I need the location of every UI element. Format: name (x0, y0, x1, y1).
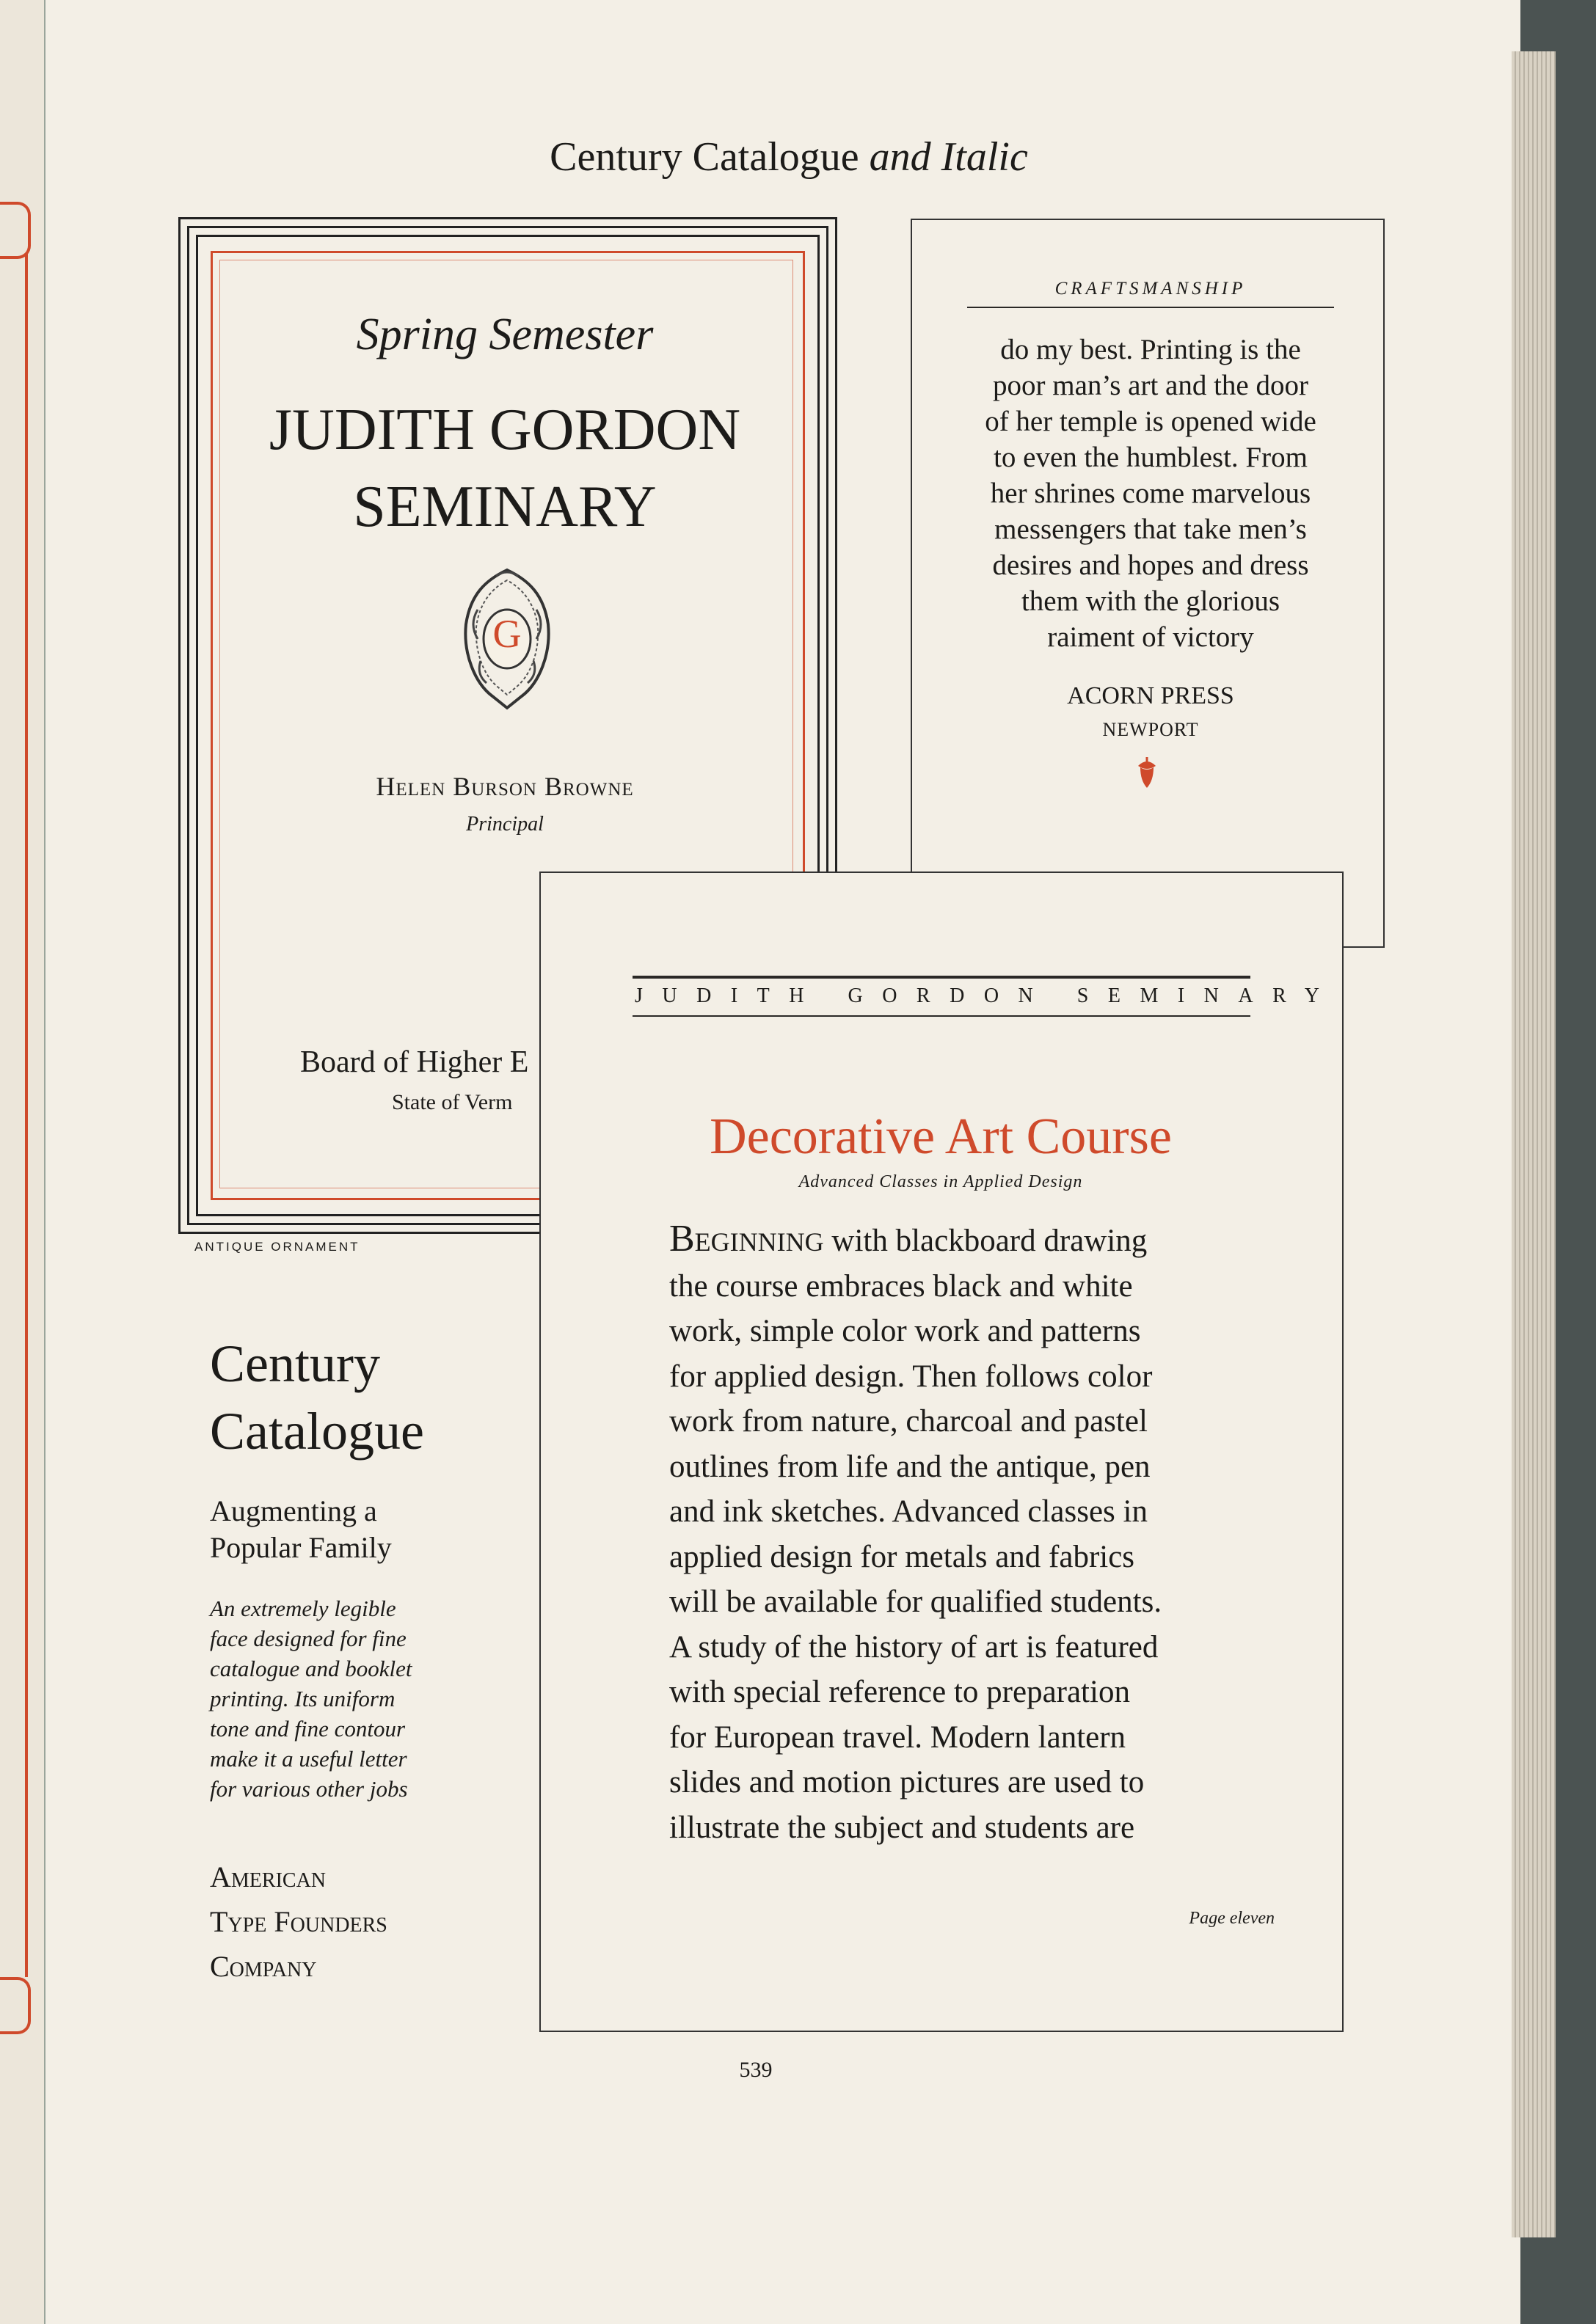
principal-name: Helen Burson Browne (376, 772, 634, 801)
founder-line: Type Founders (210, 1905, 387, 1938)
craft-line: desires and hopes and dress (992, 549, 1309, 581)
course-line: slides and motion pictures are used to (669, 1765, 1145, 1799)
description-line: make it a useful letter (210, 1746, 407, 1772)
page-edges (1512, 51, 1556, 2237)
specimen-description (210, 1593, 533, 1804)
description-line: An extremely legible (210, 1596, 396, 1621)
craft-line: them with the glorious (1021, 585, 1280, 617)
course-line: applied design for metals and fabrics (669, 1539, 1135, 1574)
course-line: and ink sketches. Advanced classes in (669, 1494, 1148, 1529)
course-header-rule-top (633, 976, 1250, 979)
course-line: the course embraces black and white (669, 1268, 1133, 1304)
description-line: tone and fine contour (210, 1716, 406, 1742)
ornament-label: ANTIQUE ORNAMENT (194, 1240, 360, 1254)
founder-line: American (210, 1860, 327, 1893)
craft-line: poor man’s art and the door (993, 370, 1308, 401)
course-lead-word: Beginning (669, 1218, 824, 1260)
description-line: for various other jobs (210, 1776, 408, 1802)
course-line: for applied design. Then follows color (669, 1359, 1153, 1394)
specimen-tagline-line2: Popular Family (210, 1531, 392, 1564)
specimen-name-line2: Catalogue (210, 1402, 424, 1461)
founder-block (210, 1855, 387, 1989)
running-head-roman: Century Catalogue (550, 134, 859, 180)
craft-rule (967, 307, 1334, 308)
specimen-tagline-line1: Augmenting a (210, 1494, 377, 1527)
previous-page-edge (0, 0, 46, 2324)
page-number: 539 (739, 2058, 773, 2082)
course-specimen (539, 872, 1344, 2032)
course-header-rule-bottom (633, 1015, 1250, 1017)
course-line: A study of the history of art is featured (669, 1629, 1159, 1665)
craft-city: NEWPORT (1102, 719, 1199, 740)
course-header: JUDITH GORDON SEMINARY (635, 984, 1339, 1007)
cover-title-line2: SEMINARY (353, 475, 657, 539)
acorn-icon (1132, 756, 1162, 792)
running-head (294, 134, 1284, 180)
course-body (669, 1216, 1278, 1850)
craft-heading: CRAFTSMANSHIP (1054, 279, 1247, 299)
course-line: for European travel. Modern lantern (669, 1720, 1126, 1755)
craft-press: ACORN PRESS (1067, 682, 1234, 709)
craft-line: messengers that take men’s (994, 514, 1307, 545)
principal-role: Principal (466, 813, 544, 836)
seal-ornament (456, 566, 558, 712)
cover-subtitle: Spring Semester (356, 310, 654, 359)
course-line: illustrate the subject and students are (669, 1810, 1135, 1845)
craft-body (934, 332, 1367, 655)
course-line: outlines from life and the antique, pen (669, 1449, 1151, 1484)
course-line: work, simple color work and patterns (669, 1314, 1141, 1348)
craft-line: raiment of victory (1047, 621, 1254, 653)
craft-line: to even the humblest. From (994, 442, 1308, 473)
course-line: will be available for qualified students. (669, 1585, 1162, 1619)
board-text: Board of Higher E (300, 1045, 529, 1079)
state-text: State of Verm (392, 1090, 513, 1114)
course-line: work from nature, charcoal and pastel (669, 1404, 1148, 1439)
course-subtitle: Advanced Classes in Applied Design (798, 1172, 1083, 1191)
course-page-label: Page eleven (1189, 1909, 1275, 1928)
craft-line: do my best. Printing is the (1000, 334, 1301, 365)
running-head-italic: and Italic (869, 134, 1028, 180)
craftsmanship-specimen (911, 219, 1385, 948)
course-line (669, 1216, 1278, 1264)
craft-line: her shrines come marvelous (990, 478, 1311, 509)
description-line: catalogue and booklet (210, 1656, 412, 1681)
seal-letter: G (492, 612, 522, 656)
craft-line: of her temple is opened wide (985, 406, 1316, 437)
course-line: with special reference to preparation (669, 1675, 1130, 1709)
founder-line: Company (210, 1950, 317, 1983)
description-line: face designed for fine (210, 1626, 407, 1651)
cover-title-line1: JUDITH GORDON (269, 398, 741, 462)
course-lead-rest: with blackboard drawing (823, 1224, 1148, 1258)
description-line: printing. Its uniform (210, 1686, 396, 1711)
specimen-name-line1: Century (210, 1334, 380, 1393)
course-title: Decorative Art Course (710, 1108, 1172, 1165)
